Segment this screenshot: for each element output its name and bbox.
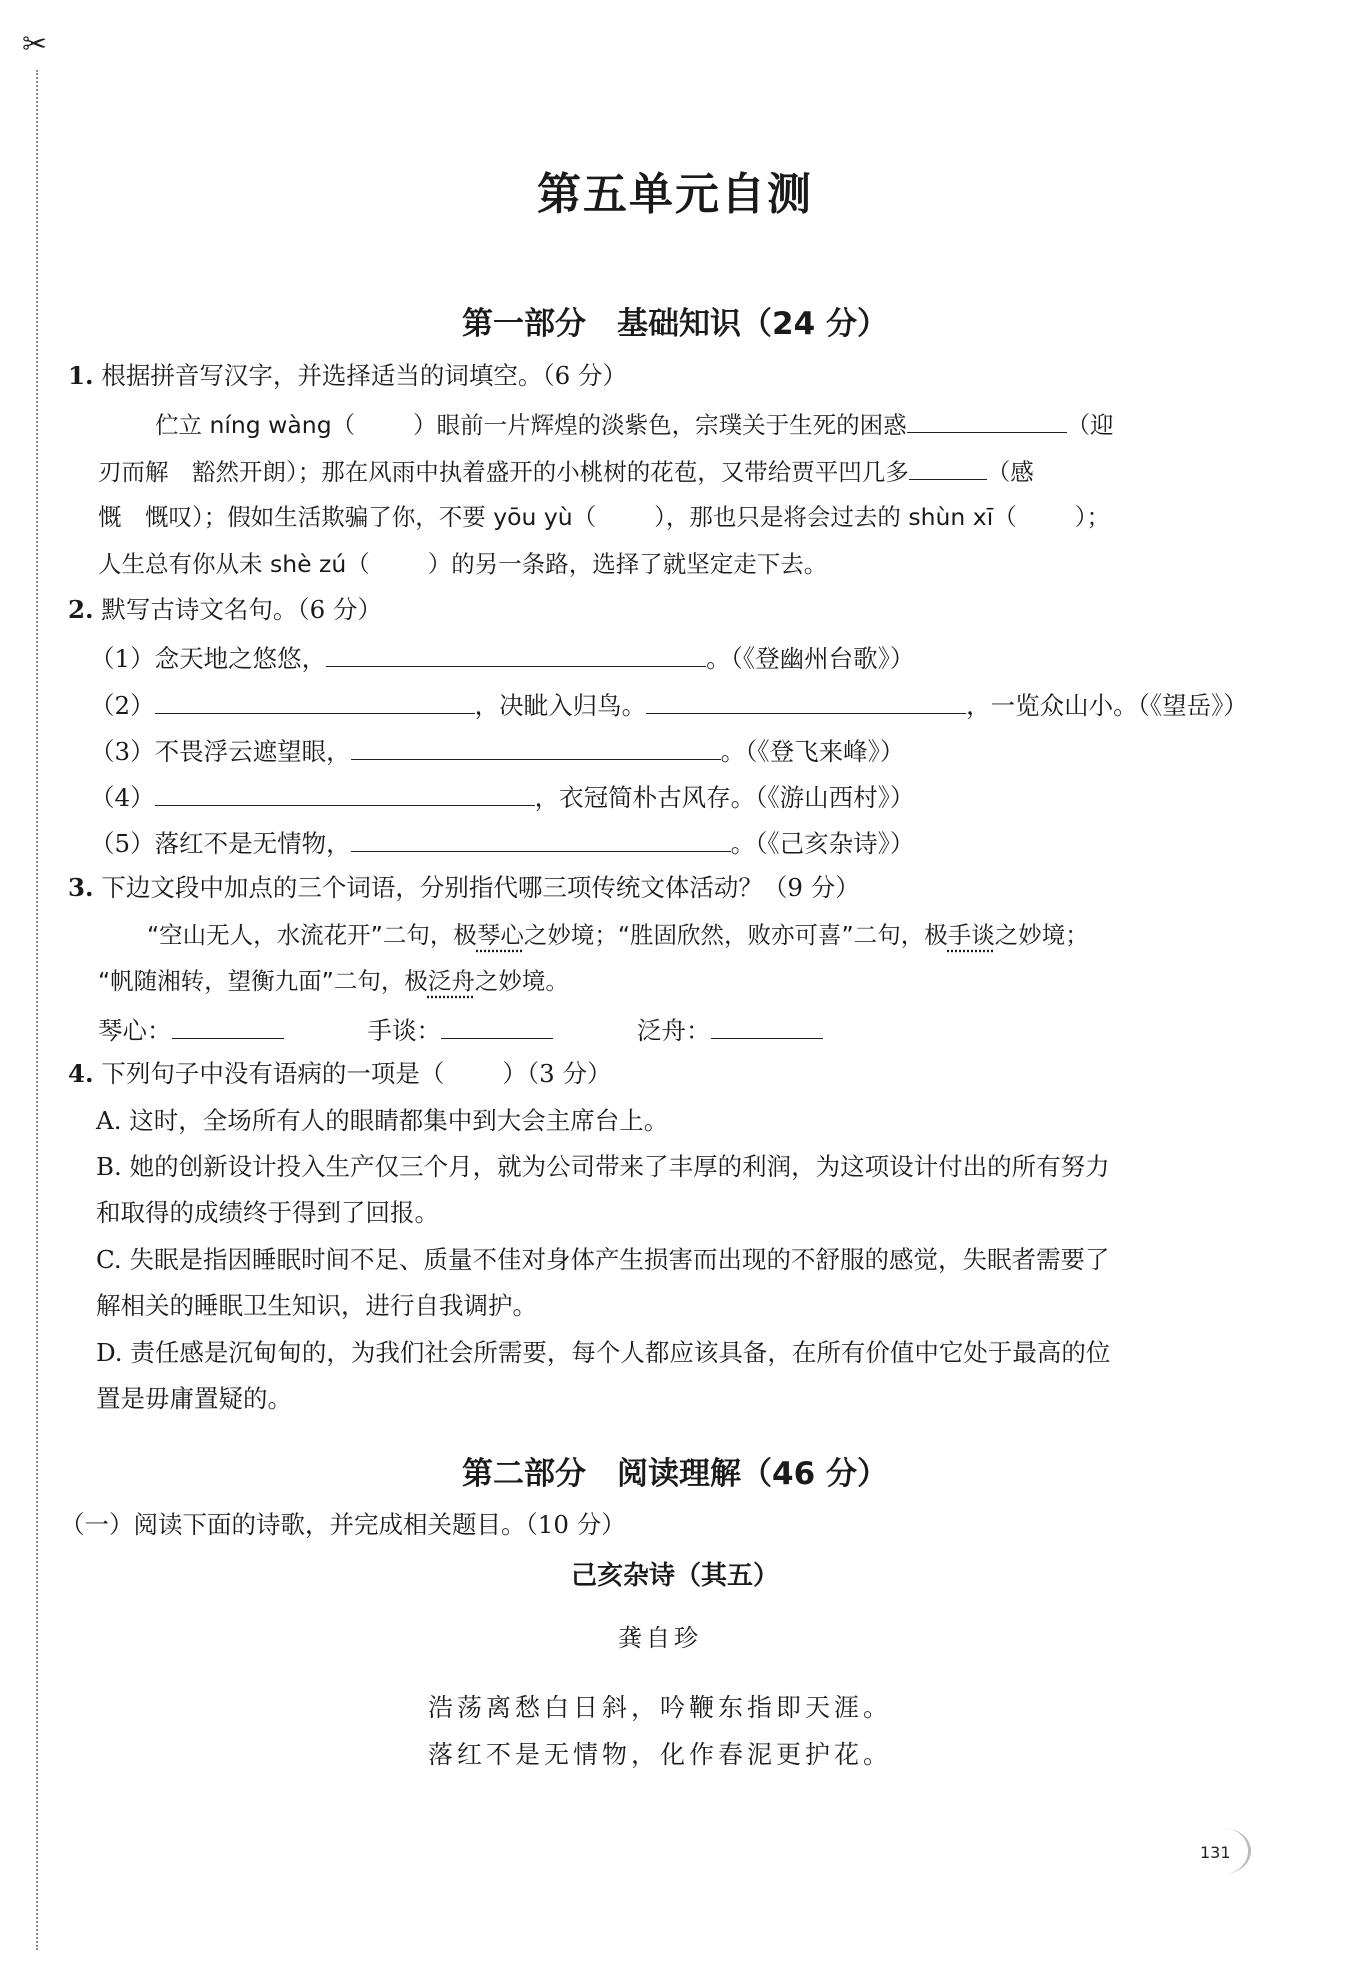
section1-instruction: （一）阅读下面的诗歌，并完成相关题目。（10 分）	[60, 1510, 626, 1539]
answer-blank[interactable]	[351, 825, 731, 852]
q2-text: ，决眦入归鸟。	[474, 691, 647, 720]
part1-heading: 第一部分 基础知识（24 分）	[462, 306, 888, 342]
q4-stem	[68, 1057, 1254, 1091]
q1-line3	[98, 500, 1254, 534]
answer-blank[interactable]	[172, 1012, 284, 1039]
q1-text: ）；	[1074, 503, 1110, 531]
q3-text: 之妙境；“胜固欣然，败亦可喜”二句，极	[523, 921, 948, 949]
q1-text: ），那也只是将会过去的 shùn xī（	[654, 503, 1017, 531]
poem-title: 己亥杂诗（其五）	[570, 1561, 779, 1591]
q2-stem	[68, 593, 1254, 627]
scissors-icon: ✂	[22, 27, 48, 62]
q1-number: 1.	[68, 361, 94, 390]
dotted-word: 手谈	[947, 921, 995, 949]
q1-text: 伫立 níng wàng（	[155, 411, 356, 439]
q1-text: 人生总有你从未 shè zú（	[98, 550, 370, 578]
q1-text: ）的另一条路，选择了就坚定走下去。	[427, 550, 828, 578]
answer-blank[interactable]	[155, 779, 535, 806]
q4-option-d: D. 责任感是沉甸甸的，为我们社会所需要，每个人都应该具备，在所有价值中它处于最高的位	[96, 1338, 1111, 1367]
q1-text: （迎	[1066, 411, 1114, 439]
poem-line-1: 浩荡离愁白日斜，吟鞭东指即天涯。	[427, 1693, 892, 1722]
q4-option-b-cont: 和取得的成绩终于得到了回报。	[96, 1198, 439, 1227]
q4-text: ）（3 分）	[502, 1059, 612, 1088]
page-number: 131	[1200, 1843, 1231, 1862]
q1-stem-text: 根据拼音写汉字，并选择适当的词填空。（6 分）	[101, 361, 627, 390]
q1-text: 慨 慨叹）；假如生活欺骗了你，不要 yōu yù（	[98, 503, 597, 531]
q2-text: （3）不畏浮云遮望眼，	[90, 737, 351, 766]
answer-blank[interactable]	[441, 1012, 553, 1039]
part2-heading: 第二部分 阅读理解（46 分）	[462, 1456, 888, 1492]
q2-text: （2）	[90, 691, 155, 720]
fill-label: 琴心：	[98, 1016, 172, 1045]
q2-item4	[90, 779, 1254, 815]
q2-item2	[90, 687, 1254, 723]
answer-blank[interactable]	[646, 687, 966, 714]
answer-blank[interactable]	[351, 733, 721, 760]
q2-item5	[90, 825, 1254, 861]
q2-text: （1）念天地之悠悠，	[90, 644, 327, 673]
q1-stem	[68, 359, 1254, 393]
q2-text: ，一览众山小。（《望岳》）	[966, 691, 1248, 720]
dotted-word: 泛舟	[427, 967, 475, 995]
fill-label: 泛舟：	[637, 1016, 711, 1045]
answer-blank[interactable]	[711, 1012, 823, 1039]
q4-text: 下列句子中没有语病的一项是（	[101, 1059, 445, 1088]
q2-text: （5）落红不是无情物，	[90, 829, 351, 858]
q1-line4	[98, 547, 1254, 581]
fill-label: 手谈：	[367, 1016, 441, 1045]
q3-passage-line1	[147, 918, 1254, 952]
q4-option-b: B. 她的创新设计投入生产仅三个月，就为公司带来了丰厚的利润，为这项设计付出的所有努力	[96, 1152, 1110, 1181]
poem-line-2: 落红不是无情物，化作春泥更护花。	[427, 1740, 892, 1769]
answer-blank[interactable]	[909, 453, 987, 480]
q3-fill-line	[98, 1012, 1254, 1048]
q1-line1	[155, 406, 1254, 442]
answer-blank[interactable]	[907, 406, 1067, 433]
dotted-word: 琴心	[476, 921, 524, 949]
q1-text: 刃而解 豁然开朗）；那在风雨中执着盛开的小桃树的花苞，又带给贾平凹几多	[98, 458, 909, 486]
q3-stem	[68, 871, 1254, 905]
q2-text: （4）	[90, 783, 155, 812]
poem-author: 龚自珍	[618, 1624, 702, 1652]
q2-item1	[90, 640, 1254, 676]
q2-stem-text: 默写古诗文名句。（6 分）	[101, 595, 382, 624]
q1-line2	[98, 453, 1254, 489]
q4-option-c: C. 失眠是指因睡眠时间不足、质量不佳对身体产生损害而出现的不舒服的感觉，失眠者需要了	[96, 1245, 1110, 1274]
answer-blank[interactable]	[155, 687, 475, 714]
q3-stem-text: 下边文段中加点的三个词语，分别指代哪三项传统文体活动？（9 分）	[101, 873, 860, 902]
q3-text: 之妙境。	[474, 967, 569, 995]
q1-text: （感	[986, 458, 1034, 486]
q2-text: ，衣冠简朴古风存。（《游山西村》）	[534, 783, 915, 812]
q4-option-a: A. 这时，全场所有人的眼睛都集中到大会主席台上。	[96, 1106, 669, 1135]
q3-text: “帆随湘转，望衡九面”二句，极	[98, 967, 428, 995]
q2-text: 。（《登飞来峰》）	[720, 737, 905, 766]
q2-number: 2.	[68, 595, 94, 624]
q3-passage-line2	[98, 964, 1254, 998]
q2-item3	[90, 733, 1254, 769]
q3-text: 之妙境；	[994, 921, 1089, 949]
q2-text: 。（《己亥杂诗》）	[730, 829, 915, 858]
q3-text: “空山无人，水流花开”二句，极	[147, 921, 477, 949]
q4-option-c-cont: 解相关的睡眠卫生知识，进行自我调护。	[96, 1291, 537, 1320]
cut-line	[36, 70, 38, 1950]
q4-option-d-cont: 置是毋庸置疑的。	[96, 1384, 292, 1413]
q4-number: 4.	[68, 1059, 94, 1088]
q3-number: 3.	[68, 873, 94, 902]
q1-text: ）眼前一片辉煌的淡紫色，宗璞关于生死的困惑	[413, 411, 907, 439]
q2-text: 。（《登幽州台歌》）	[706, 644, 915, 673]
answer-blank[interactable]	[326, 640, 706, 667]
page-title: 第五单元自测	[537, 169, 813, 220]
